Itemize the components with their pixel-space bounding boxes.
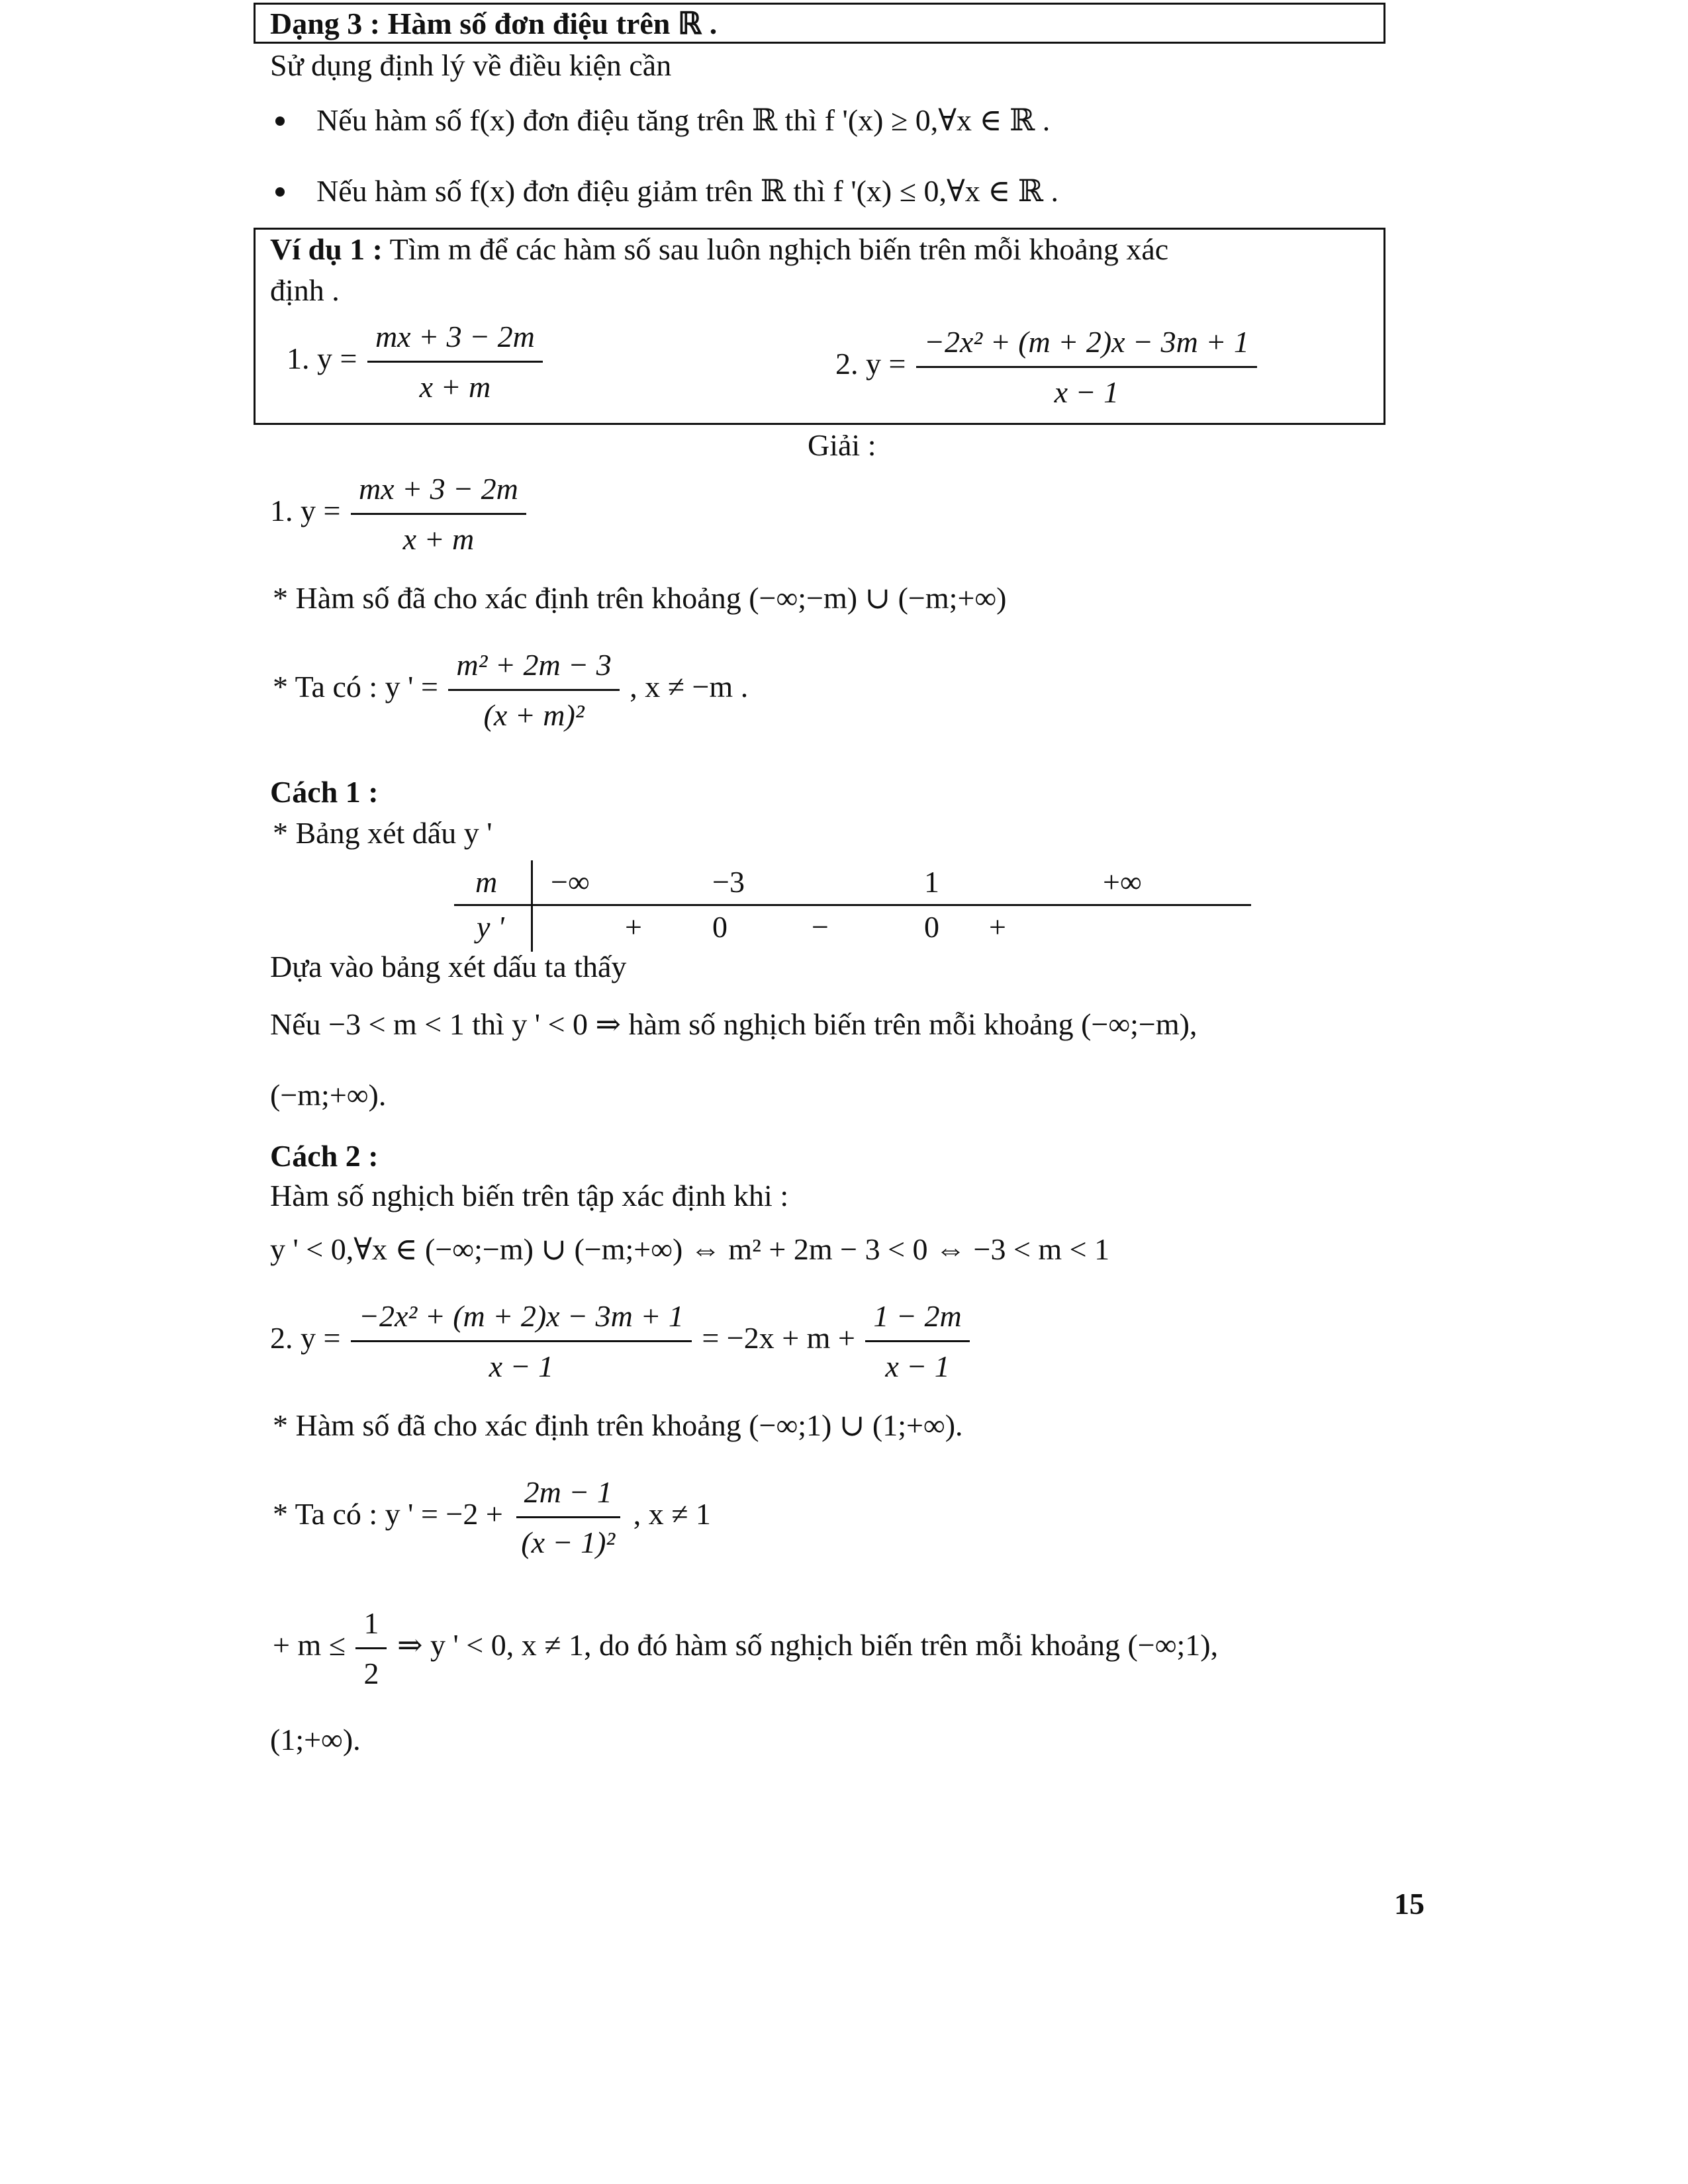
part2-derivative-numerator: 2m − 1 xyxy=(516,1475,620,1518)
cach1-title: Cách 1 : xyxy=(270,775,379,809)
part1-domain: * Hàm số đã cho xác định trên khoảng (−∞;−m) ∪ (−m;+∞) xyxy=(273,581,1007,615)
part2-case-line2: (1;+∞). xyxy=(270,1723,361,1756)
sign-table-cell: + xyxy=(989,910,1006,944)
part2-case-fraction xyxy=(355,1606,387,1691)
example-task-line1: Tìm m để các hàm số sau luôn nghịch biến trên mỗi khoảng xác xyxy=(389,232,1169,266)
sign-table-cell: −3 xyxy=(712,865,745,899)
sign-table-caption: * Bảng xét dấu y ' xyxy=(273,816,492,850)
bullet-dot-icon xyxy=(275,187,285,197)
formula-2-fraction xyxy=(916,324,1257,410)
bullet-item-2: Nếu hàm số f(x) đơn điệu giảm trên ℝ thì f '(x) ≤ 0,∀x ∈ ℝ . xyxy=(316,174,1059,208)
example-task-line2: định . xyxy=(270,273,340,307)
example-formula-2 xyxy=(835,324,1260,410)
cach2-title: Cách 2 : xyxy=(270,1139,379,1173)
sign-table-row1-label: m xyxy=(475,865,498,899)
part2-numerator: −2x² + (m + 2)x − 3m + 1 xyxy=(351,1298,692,1342)
bullet-item-1: Nếu hàm số f(x) đơn điệu tăng trên ℝ thì f '(x) ≥ 0,∀x ∈ ℝ . xyxy=(316,103,1051,137)
section-title: Dạng 3 : Hàm số đơn điệu trên ℝ . xyxy=(270,7,718,40)
part1-derivative xyxy=(273,647,748,733)
conclusion-line1: Nếu −3 < m < 1 thì y ' < 0 ⇒ hàm số nghịch biến trên mỗi khoảng (−∞;−m), xyxy=(270,1007,1197,1041)
cach2-line2: y ' < 0,∀x ∈ (−∞;−m) ∪ (−m;+∞) ⇔ m² + 2m − 3 < 0 ⇔ −3 < m < 1 xyxy=(270,1232,1110,1266)
part2-denominator: x − 1 xyxy=(489,1349,554,1383)
sign-table-horizontal-line xyxy=(454,904,1251,906)
example-task xyxy=(270,232,1168,267)
part1-numerator: mx + 3 − 2m xyxy=(351,471,526,515)
sign-table-cell: +∞ xyxy=(1103,865,1142,899)
part2-function xyxy=(270,1298,972,1384)
formula-1-fraction xyxy=(367,319,543,404)
formula-1-denominator: x + m xyxy=(419,370,491,404)
part2-numerator-2: 1 − 2m xyxy=(865,1298,969,1342)
part1-function xyxy=(270,471,529,557)
part2-case-denominator: 2 xyxy=(363,1657,379,1690)
part2-case-rest: ⇒ y ' < 0, x ≠ 1, do đó hàm số nghịch biến trên mỗi khoảng (−∞;1), xyxy=(397,1628,1219,1662)
part1-prefix: 1. y = xyxy=(270,494,341,528)
part2-derivative xyxy=(273,1475,711,1560)
sign-table-cell: − xyxy=(812,910,829,944)
page-number: 15 xyxy=(1394,1887,1425,1921)
part2-fraction-2 xyxy=(865,1298,969,1384)
part2-case-prefix: + m ≤ xyxy=(273,1628,346,1662)
sign-table-cell: −∞ xyxy=(551,865,590,899)
part2-case xyxy=(273,1606,1218,1691)
section-intro: Sử dụng định lý về điều kiện cần xyxy=(270,48,672,82)
part1-derivative-prefix: * Ta có : y ' = xyxy=(273,670,438,704)
part2-prefix: 2. y = xyxy=(270,1321,341,1355)
part2-derivative-denominator: (x − 1)² xyxy=(521,1525,616,1559)
conclusion-line2: (−m;+∞). xyxy=(270,1078,387,1112)
formula-2-denominator: x − 1 xyxy=(1054,375,1119,409)
formula-2-numerator: −2x² + (m + 2)x − 3m + 1 xyxy=(916,324,1257,368)
part1-derivative-suffix: , x ≠ −m . xyxy=(630,670,749,704)
part1-denominator: x + m xyxy=(402,522,475,556)
example-label: Ví dụ 1 : xyxy=(270,232,383,266)
part2-derivative-suffix: , x ≠ 1 xyxy=(633,1497,711,1531)
sign-table-cell: 0 xyxy=(924,910,939,944)
part2-derivative-prefix: * Ta có : y ' = −2 + xyxy=(273,1497,503,1531)
cach2-line1: Hàm số nghịch biến trên tập xác định khi : xyxy=(270,1179,789,1212)
bullet-dot-icon xyxy=(275,116,285,126)
part2-case-numerator: 1 xyxy=(355,1606,387,1649)
sign-table-cell: 1 xyxy=(924,865,939,899)
formula-1-prefix: 1. y = xyxy=(287,341,357,376)
sign-table-cell: 0 xyxy=(712,910,727,944)
part2-derivative-fraction xyxy=(513,1475,623,1560)
sign-table-cell: + xyxy=(625,910,642,944)
part1-derivative-denominator: (x + m)² xyxy=(483,698,585,732)
part2-fraction xyxy=(351,1298,692,1384)
part2-mid: = −2x + m + xyxy=(702,1321,855,1355)
solution-heading: Giải : xyxy=(808,428,876,462)
part1-fraction xyxy=(351,471,526,557)
part2-denominator-2: x − 1 xyxy=(885,1349,950,1383)
formula-1-numerator: mx + 3 − 2m xyxy=(367,319,543,363)
formula-2-prefix: 2. y = xyxy=(835,347,906,381)
part1-derivative-numerator: m² + 2m − 3 xyxy=(448,647,619,691)
part2-domain: * Hàm số đã cho xác định trên khoảng (−∞;1) ∪ (1;+∞). xyxy=(273,1408,963,1442)
sign-table-row2-label: y ' xyxy=(477,910,504,944)
conclusion-intro: Dựa vào bảng xét dấu ta thấy xyxy=(270,950,627,983)
part1-derivative-fraction xyxy=(448,647,619,733)
example-formula-1 xyxy=(287,319,545,404)
sign-table-vertical-line xyxy=(531,860,533,952)
